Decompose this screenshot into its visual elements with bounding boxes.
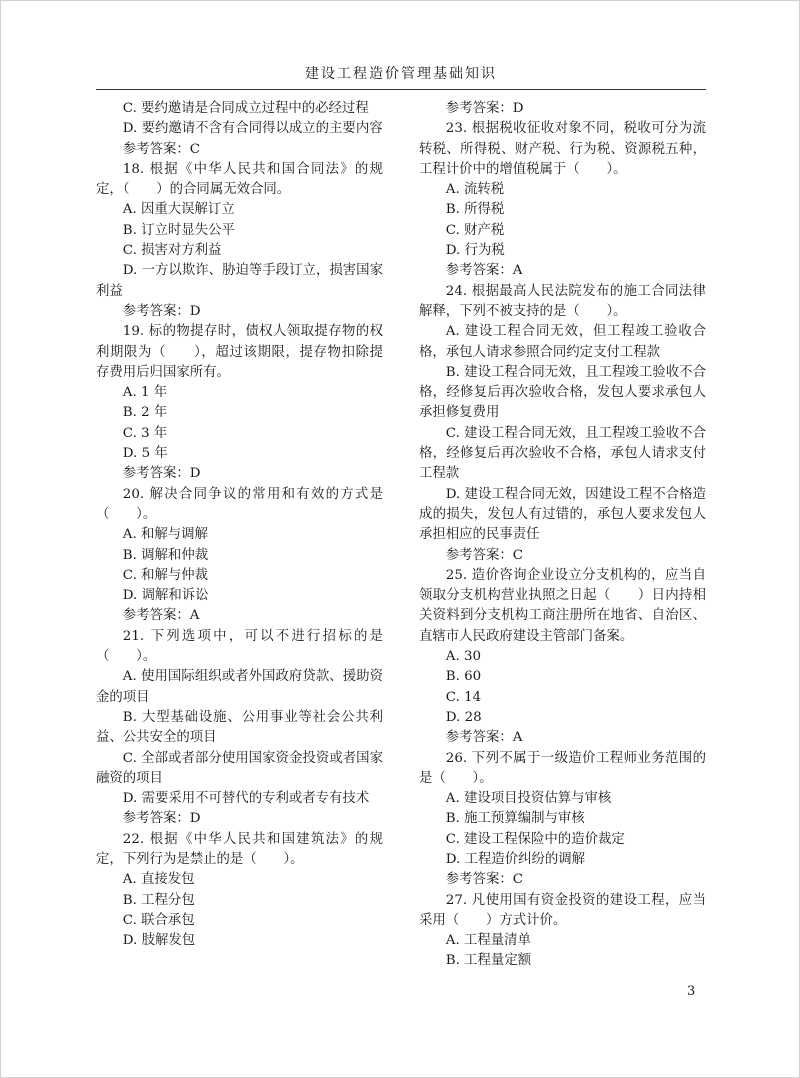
option-line: D. 行为税 — [445, 243, 505, 259]
option-line: B. 调解和仲裁 — [122, 547, 209, 563]
text-line: D. 要约邀请不含有合同得以成立的主要内容 — [122, 121, 383, 137]
question-line: 24. 根据最高人民法院发布的施工合同法律解释，下列不被支持的是（ ）。 — [419, 283, 706, 319]
option-line: A. 使用国际组织或者外国政府贷款、援助资金的项目 — [96, 669, 383, 705]
option-line: C. 全部或者部分使用国家资金投资或者国家融资的项目 — [96, 750, 383, 786]
option-line: B. 工程量定额 — [445, 953, 532, 969]
answer-line: 参考答案：D — [122, 466, 201, 482]
answer-line: 参考答案：A — [445, 263, 523, 279]
option-line: D. 肢解发包 — [122, 933, 196, 949]
question-line: 23. 根据税收征收对象不同，税收可分为流转税、所得税、财产税、行为税、资源税五种，工程计价中的增值税属于（ ）。 — [419, 121, 706, 177]
right-column — [419, 99, 706, 972]
option-line: B. 订立时显失公平 — [122, 222, 235, 238]
option-line: B. 建设工程合同无效，且工程竣工验收不合格，经修复后再次验收合格，发包人要求承包人承担修复费用 — [419, 364, 706, 421]
option-line: B. 所得税 — [445, 202, 505, 218]
answer-line: 参考答案：C — [445, 872, 523, 888]
option-line: A. 流转税 — [445, 182, 505, 198]
option-line: C. 联合承包 — [122, 912, 195, 928]
option-line: C. 14 — [445, 689, 482, 705]
question-line: 26. 下列不属于一级造价工程师业务范围的是（ ）。 — [419, 750, 706, 786]
question-line: 22. 根据《中华人民共和国建筑法》的规定，下列行为是禁止的是（ ）。 — [96, 831, 383, 867]
answer-line: 参考答案：D — [122, 811, 201, 827]
option-line: C. 建设工程保险中的造价裁定 — [445, 831, 625, 847]
option-line: A. 建设工程合同无效，但工程竣工验收合格，承包人请求参照合同约定支付工程款 — [419, 324, 706, 360]
answer-line: 参考答案：D — [445, 101, 524, 116]
answer-line: 参考答案：D — [122, 303, 201, 319]
option-line: B. 施工预算编制与审核 — [445, 811, 585, 827]
question-line: 19. 标的物提存时，债权人领取提存物的权利期限为（ ），超过该期限，提存物扣除提存费用后归国家所有。 — [96, 324, 383, 380]
answer-line: 参考答案：C — [445, 547, 523, 563]
left-column — [96, 99, 383, 951]
option-line: B. 大型基础设施、公用事业等社会公共利益、公共安全的项目 — [96, 709, 383, 746]
page-number: 3 — [687, 984, 696, 999]
option-line: C. 建设工程合同无效，且工程竣工验收不合格，经修复后再次验收不合格，承包人请求支付工程款 — [419, 425, 706, 482]
option-line: A. 和解与调解 — [122, 527, 208, 543]
option-line: D. 一方以欺诈、胁迫等手段订立，损害国家利益 — [96, 263, 383, 299]
question-line: 25. 造价咨询企业设立分支机构的，应当自领取分支机构营业执照之日起（ ）日内持相关资料到分支机构工商注册所在地省、自治区、直辖市人民政府建设主管部门备案。 — [419, 567, 706, 644]
option-line: D. 调解和诉讼 — [122, 588, 209, 604]
question-line: 18. 根据《中华人民共和国合同法》的规定，（ ）的合同属无效合同。 — [96, 161, 383, 198]
option-line: C. 财产税 — [445, 222, 505, 238]
answer-line: 参考答案：C — [122, 141, 200, 157]
option-line: B. 60 — [445, 669, 482, 685]
option-line: D. 需要采用不可替代的专利或者专有技术 — [122, 791, 370, 807]
option-line: D. 28 — [445, 709, 482, 725]
option-line: A. 因重大误解订立 — [122, 202, 235, 218]
option-line: B. 2 年 — [122, 405, 168, 421]
option-line: C. 损害对方利益 — [122, 243, 222, 259]
option-line: A. 30 — [445, 649, 482, 665]
answer-line: 参考答案：A — [122, 608, 200, 624]
option-line: B. 工程分包 — [122, 892, 195, 908]
option-line: D. 工程造价纠纷的调解 — [445, 851, 586, 867]
answer-line: 参考答案：A — [445, 730, 523, 746]
option-line: A. 1 年 — [122, 385, 168, 401]
question-line: 27. 凡使用国有资金投资的建设工程，应当采用（ ）方式计价。 — [419, 892, 706, 928]
option-line: D. 建设工程合同无效，因建设工程不合格造成的损失，发包人有过错的，承包人要求发包人承担相应的民事责任 — [419, 486, 706, 543]
option-line: A. 直接发包 — [122, 872, 195, 888]
header-rule — [96, 89, 706, 90]
option-line: D. 5 年 — [122, 446, 168, 462]
question-line: 20. 解决合同争议的常用和有效的方式是（ ）。 — [96, 486, 383, 522]
option-line: A. 工程量清单 — [445, 933, 531, 949]
option-line: C. 和解与仲裁 — [122, 567, 209, 583]
question-line: 21. 下列选项中，可以不进行招标的是（ ）。 — [96, 628, 383, 665]
option-line: A. 建设项目投资估算与审核 — [445, 791, 612, 807]
text-line: C. 要约邀请是合同成立过程中的必经过程 — [122, 101, 369, 116]
option-line: C. 3 年 — [122, 425, 168, 441]
running-header: 建设工程造价管理基础知识 — [305, 66, 497, 82]
